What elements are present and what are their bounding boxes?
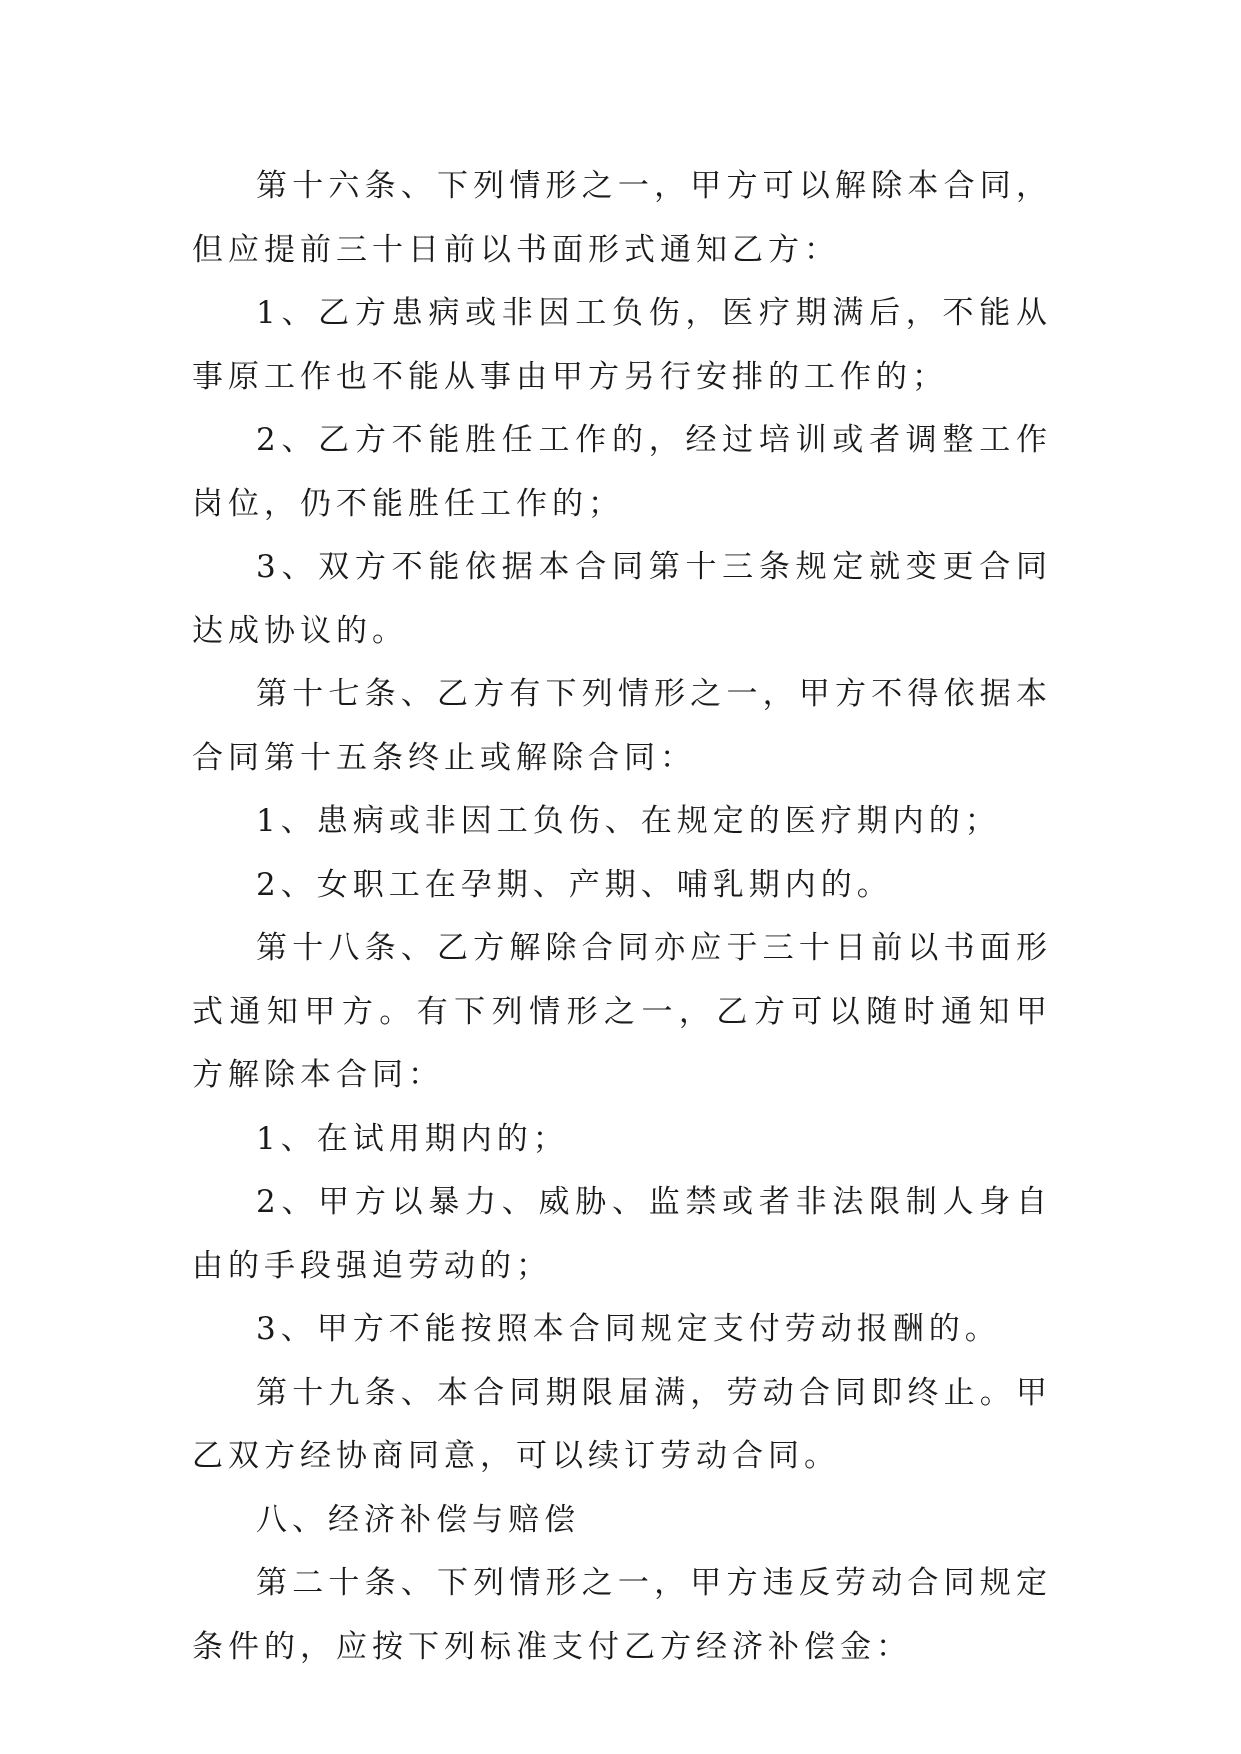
document-body — [192, 155, 1052, 1679]
paragraph-article-17: 第十七条、乙方有下列情形之一，甲方不得依据本合同第十五条终止或解除合同： — [192, 676, 1052, 776]
section-heading-8: 八、经济补偿与赔偿 — [256, 1501, 580, 1538]
paragraph-18-item-3: 3、甲方不能按照本合同规定支付劳动报酬的。 — [256, 1311, 1001, 1347]
paragraph-16-item-2: 2、乙方不能胜任工作的，经过培训或者调整工作岗位，仍不能胜任工作的； — [192, 422, 1052, 522]
paragraph-17-item-2: 2、女职工在孕期、产期、哺乳期内的。 — [256, 866, 893, 903]
paragraph-16-item-3: 3、双方不能依据本合同第十三条规定就变更合同达成协议的。 — [192, 549, 1052, 649]
paragraph-article-20: 第二十条、下列情形之一，甲方违反劳动合同规定条件的，应按下列标准支付乙方经济补偿金： — [192, 1565, 1052, 1665]
paragraph-17-item-1: 1、患病或非因工负伤、在规定的医疗期内的； — [256, 803, 1001, 839]
paragraph-16-item-1: 1、乙方患病或非因工负伤，医疗期满后，不能从事原工作也不能从事由甲方另行安排的工作的； — [192, 295, 1052, 395]
paragraph-article-19: 第十九条、本合同期限届满，劳动合同即终止。甲乙双方经协商同意，可以续订劳动合同。 — [192, 1374, 1052, 1474]
paragraph-18-item-1: 1、在试用期内的； — [256, 1120, 569, 1157]
paragraph-article-16: 第十六条、下列情形之一，甲方可以解除本合同，但应提前三十日前以书面形式通知乙方： — [192, 168, 1052, 268]
paragraph-article-18: 第十八条、乙方解除合同亦应于三十日前以书面形式通知甲方。有下列情形之一，乙方可以随时通知甲方解除本合同： — [192, 930, 1052, 1093]
paragraph-18-item-2: 2、甲方以暴力、威胁、监禁或者非法限制人身自由的手段强迫劳动的； — [192, 1184, 1052, 1284]
